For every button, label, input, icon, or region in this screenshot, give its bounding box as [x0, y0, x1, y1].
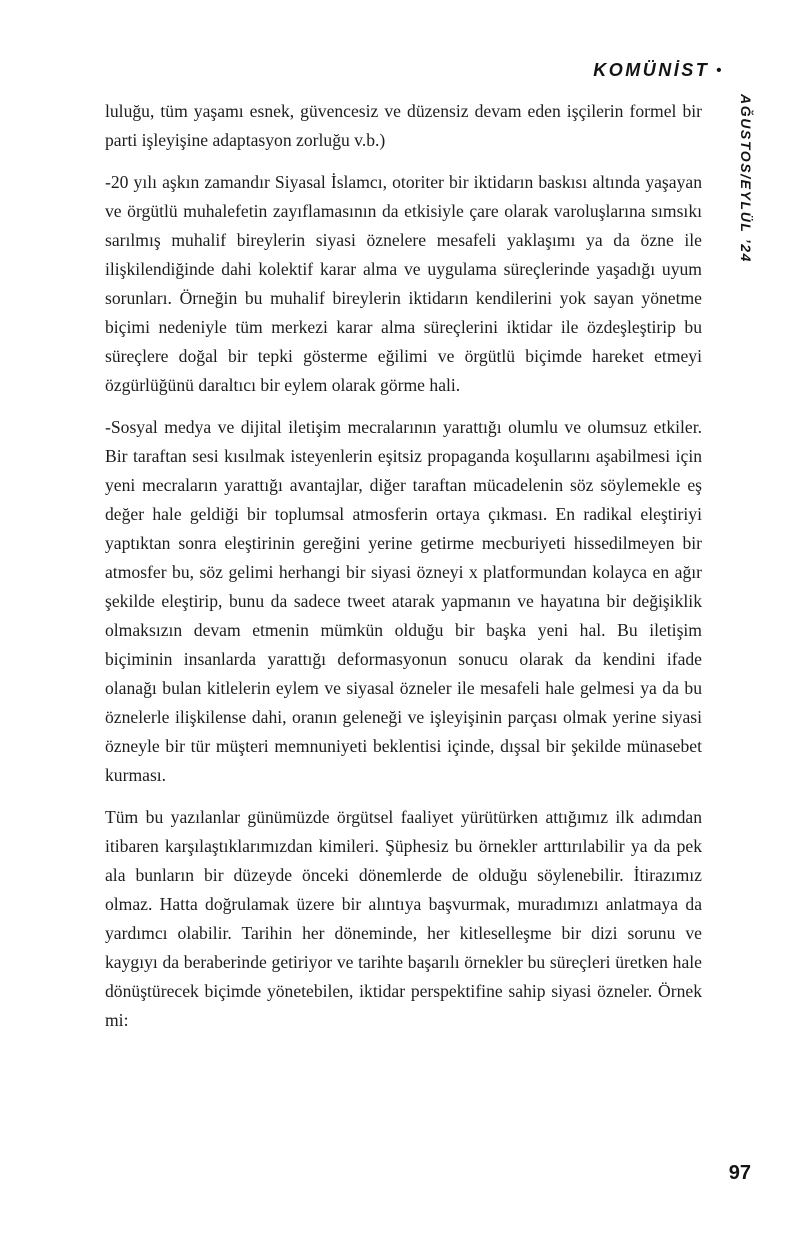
- issue-date-vertical: AĞUSTOS/EYLÜL ’24: [738, 94, 754, 264]
- article-body: [105, 97, 702, 1048]
- masthead-bullet-icon: •: [716, 62, 724, 79]
- paragraph-continuation: luluğu, tüm yaşamı esnek, güvencesiz ve düzensiz devam eden işçilerin formel bir parti işleyişine adaptasyon zorluğu v.b.): [105, 101, 702, 150]
- page-number: 97: [728, 1162, 751, 1184]
- masthead: [593, 60, 724, 81]
- paragraph-political-islam: -20 yılı aşkın zamandır Siyasal İslamcı, otoriter bir iktidarın baskısı altında yaşayan ve örgütlü muhalefetin zayıflamasının da etkisiyle çare olarak varoluşlarına sımsıkı sarılmış muhalif bireylerin siyasi öznelere mesafeli yaklaşımı ya da özne ile ilişkilendiğinde dahi kolektif karar alma ve uygulama süreçlerinde yaşadığı uyum sorunları. Örneğin bu muhalif bireylerin iktidarın kendilerini yok sayan yönetme biçimi nedeniyle tüm merkezi karar alma süreçlerini iktidar ile özdeşleştirip bu süreçlere doğal bir tepki gösterme eğilimi ve örgütlü biçimde hareket etmeyi özgürlüğünü daraltıcı bir eylem olarak görme hali.: [105, 172, 702, 395]
- magazine-title: KOMÜNİST: [593, 60, 710, 80]
- paragraph-conclusion: Tüm bu yazılanlar günümüzde örgütsel faaliyet yürütürken attığımız ilk adımdan itibaren karşılaştıklarımızdan kimileri. Şüphesiz bu örnekler arttırılabilir ya da pek ala bunların bir düzeyde önceki dönemlerde de olduğu söylenebilir. İtirazımız olmaz. Hatta doğrulamak üzere bir alıntıya başvurmak, muradımızı anlatmaya da yardımcı olabilir. Tarihin her döneminde, her kitleselleşme bir dizi sorunu ve kaygıyı da beraberinde getiriyor ve tarihte başarılı örnekler bu süreçleri üretken hale dönüştürecek biçimde yönetebilen, iktidar perspektifine sahip siyasi özneler. Örnek mi:: [105, 807, 702, 1030]
- paragraph-social-media: -Sosyal medya ve dijital iletişim mecralarının yarattığı olumlu ve olumsuz etkiler. Bir taraftan sesi kısılmak isteyenlerin eşitsiz propaganda koşullarını aşabilmesi için yeni mecraların yarattığı avantajlar, diğer taraftan mücadelenin söz söylemekle eş değer hale geldiği bir toplumsal atmosferin ortaya çıkması. En radikal eleştiriyi yaptıktan sonra eleştirinin gereğini yerine getirme mecburiyeti hissedilmeyen bir atmosfer bu, söz gelimi herhangi bir siyasi özneyi x platformundan kolayca en ağır şekilde eleştirip, bunu da sadece tweet atarak yapmanın ve hayatına bir değişiklik olmaksızın devam etmenin mümkün olduğu bir başka yeni hal. Bu iletişim biçiminin insanlarda yarattığı deformasyonun sonucu olarak da kendini ifade olanağı bulan kitlelerin eylem ve siyasal özneler ile mesafeli hale gelmesi ya da bu öznelerle ilişkilense dahi, oranın geleneği ve işleyişinin parçası olmak yerine siyasi özneyle bir tür müşteri memnuniyeti beklentisi içinde, dışsal bir şekilde münasebet kurması.: [105, 417, 702, 785]
